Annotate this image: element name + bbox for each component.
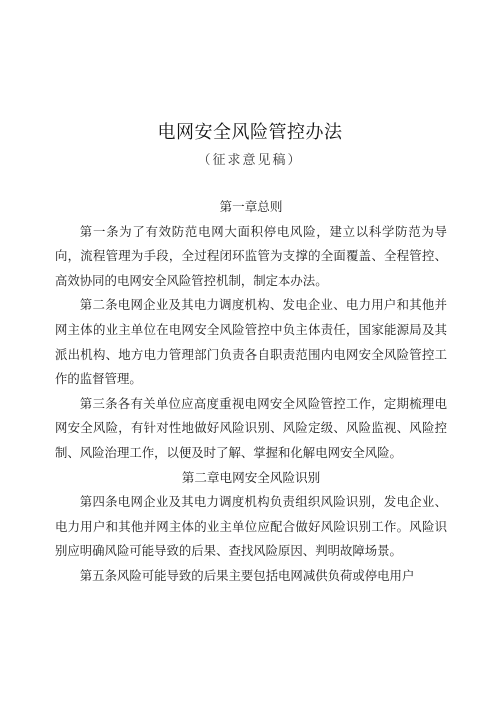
document-subtitle: （征求意见稿） (197, 153, 303, 168)
document-title: 电网安全风险管控办法 (157, 122, 343, 143)
chapter-heading: 第一章总则 (219, 199, 283, 214)
chapter-heading: 第二章电网安全风险识别 (181, 469, 321, 485)
article-paragraph: 第三条各有关单位应高度重视电网安全风险管控工作，定期梳理电网安全风险，有针对性地做好风险识别、风险定级、风险监视、风险控制、风险治理工作，以便及时了解、掌握和化解电网安全风险。 (55, 395, 447, 460)
article-paragraph: 第一条为了有效防范电网大面积停电风险，建立以科学防范为导向，流程管理为手段，全过程闭环监管为支撑的全面覆盖、全程管控、高效协同的电网安全风险管控机制，制定本办法。 (55, 223, 447, 288)
document-body (55, 195, 447, 589)
article-paragraph: 第四条电网企业及其电力调度机构负责组织风险识别，发电企业、电力用户和其他并网主体的业主单位应配合做好风险识别工作。风险识别应明确风险可能导致的后果、查找风险原因、判明故障场景。 (55, 494, 447, 559)
article-paragraph: 第二条电网企业及其电力调度机构、发电企业、电力用户和其他并网主体的业主单位在电网安全风险管控中负主体责任，国家能源局及其派出机构、地方电力管理部门负责各自职责范围内电网安全风险管控工作的监督管理。 (55, 297, 447, 387)
article-paragraph: 第五条风险可能导致的后果主要包括电网减供负荷或停电用户 (79, 567, 415, 583)
